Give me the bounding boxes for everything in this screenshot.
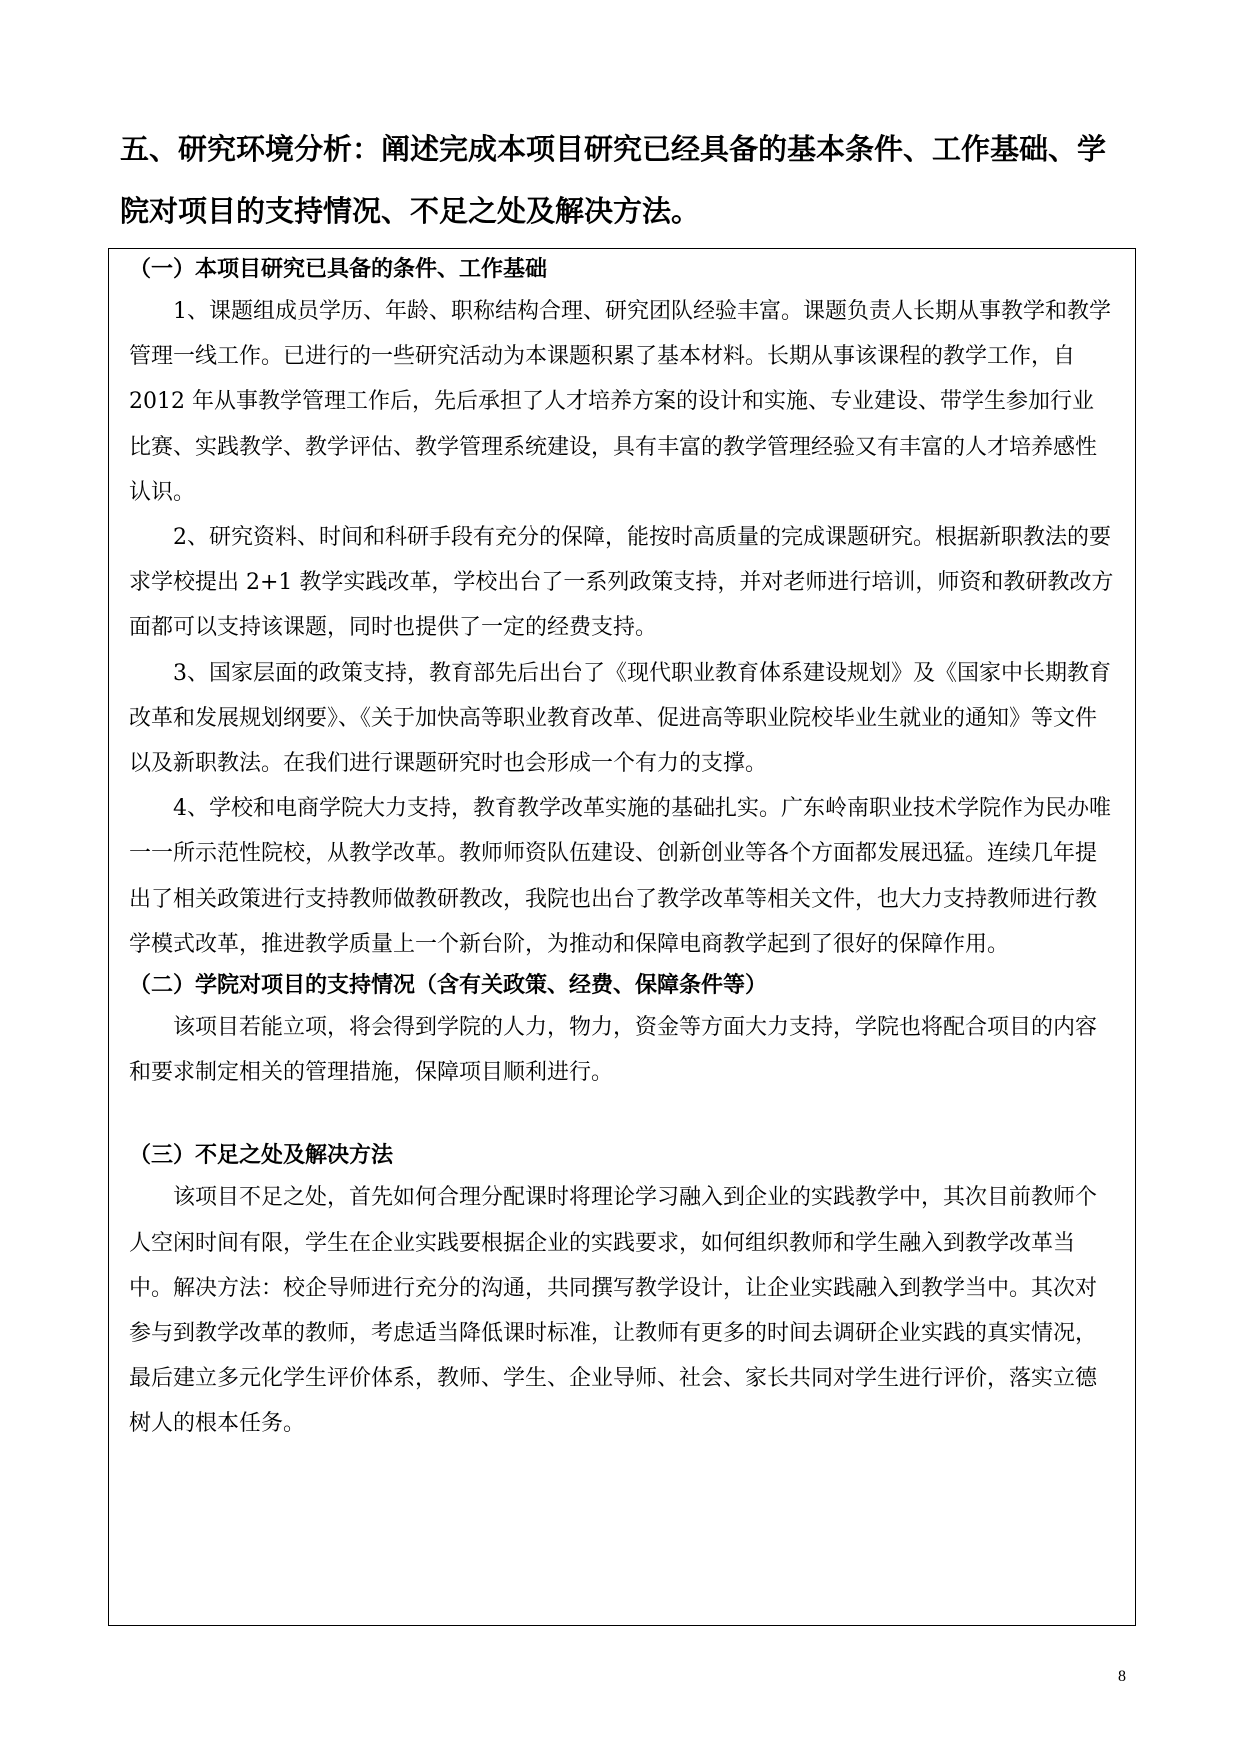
subsection-title-2: （二）学院对项目的支持情况（含有关政策、经费、保障条件等） bbox=[129, 973, 768, 999]
paragraph: 2、研究资料、时间和科研手段有充分的保障，能按时高质量的完成课题研究。根据新职教法的要求学校提出 2+1 教学实践改革，学校出台了一系列政策支持，并对老师进行培训，师资和教研教改方面都可以支持该课题，同时也提供了一定的经费支持。 bbox=[129, 525, 1114, 641]
content-inner bbox=[129, 251, 1115, 1447]
content-box bbox=[108, 248, 1136, 1626]
page-number: 8 bbox=[1118, 1668, 1126, 1685]
subsection-title-1: （一）本项目研究已具备的条件、工作基础 bbox=[129, 257, 548, 282]
paragraph: 4、学校和电商学院大力支持，教育教学改革实施的基础扎实。广东岭南职业技术学院作为民办唯一一所示范性院校，从教学改革。教师师资队伍建设、创新创业等各个方面都发展迅猛。连续几年提出了相关政策进行支持教师做教研教改，我院也出台了教学改革等相关文件，也大力支持教师进行教学模式改革，推进教学质量上一个新台阶，为推动和保障电商教学起到了很好的保障作用。 bbox=[129, 796, 1112, 957]
paragraph: 该项目不足之处，首先如何合理分配课时将理论学习融入到企业的实践教学中，其次目前教师个人空闲时间有限，学生在企业实践要根据企业的实践要求，如何组织教师和学生融入到教学改革当中。解决方法：校企导师进行充分的沟通，共同撰写教学设计，让企业实践融入到教学当中。其次对参与到教学改革的教师，考虑适当降低课时标准，让教师有更多的时间去调研企业实践的真实情况，最后建立多元化学生评价体系，教师、学生、企业导师、社会、家长共同对学生进行评价，落实立德树人的根本任务。 bbox=[129, 1185, 1098, 1437]
paragraph: 1、课题组成员学历、年龄、职称结构合理、研究团队经验丰富。课题负责人长期从事教学和教学管理一线工作。已进行的一些研究活动为本课题积累了基本材料。长期从事该课程的教学工作，自 2012 年从事教学管理工作后，先后承担了人才培养方案的设计和实施、专业建设、带学生参加行业比赛、实践教学、教学评估、教学管理系统建设，具有丰富的教学管理经验又有丰富的人才培养感性认识。 bbox=[129, 299, 1112, 505]
section-heading: 五、研究环境分析：阐述完成本项目研究已经具备的基本条件、工作基础、学院对项目的支持情况、不足之处及解决方法。 bbox=[120, 132, 1107, 228]
paragraph: 3、国家层面的政策支持，教育部先后出台了《现代职业教育体系建设规划》及《国家中长期教育改革和发展规划纲要》、《关于加快高等职业教育改革、促进高等职业院校毕业生就业的通知》等文件以及新职教法。在我们进行课题研究时也会形成一个有力的支撑。 bbox=[129, 660, 1112, 777]
paragraph: 该项目若能立项，将会得到学院的人力，物力，资金等方面大力支持，学院也将配合项目的内容和要求制定相关的管理措施，保障项目顺利进行。 bbox=[129, 1015, 1098, 1086]
subsection-title-3: （三）不足之处及解决方法 bbox=[129, 1143, 394, 1169]
blank-line bbox=[129, 1095, 1115, 1137]
